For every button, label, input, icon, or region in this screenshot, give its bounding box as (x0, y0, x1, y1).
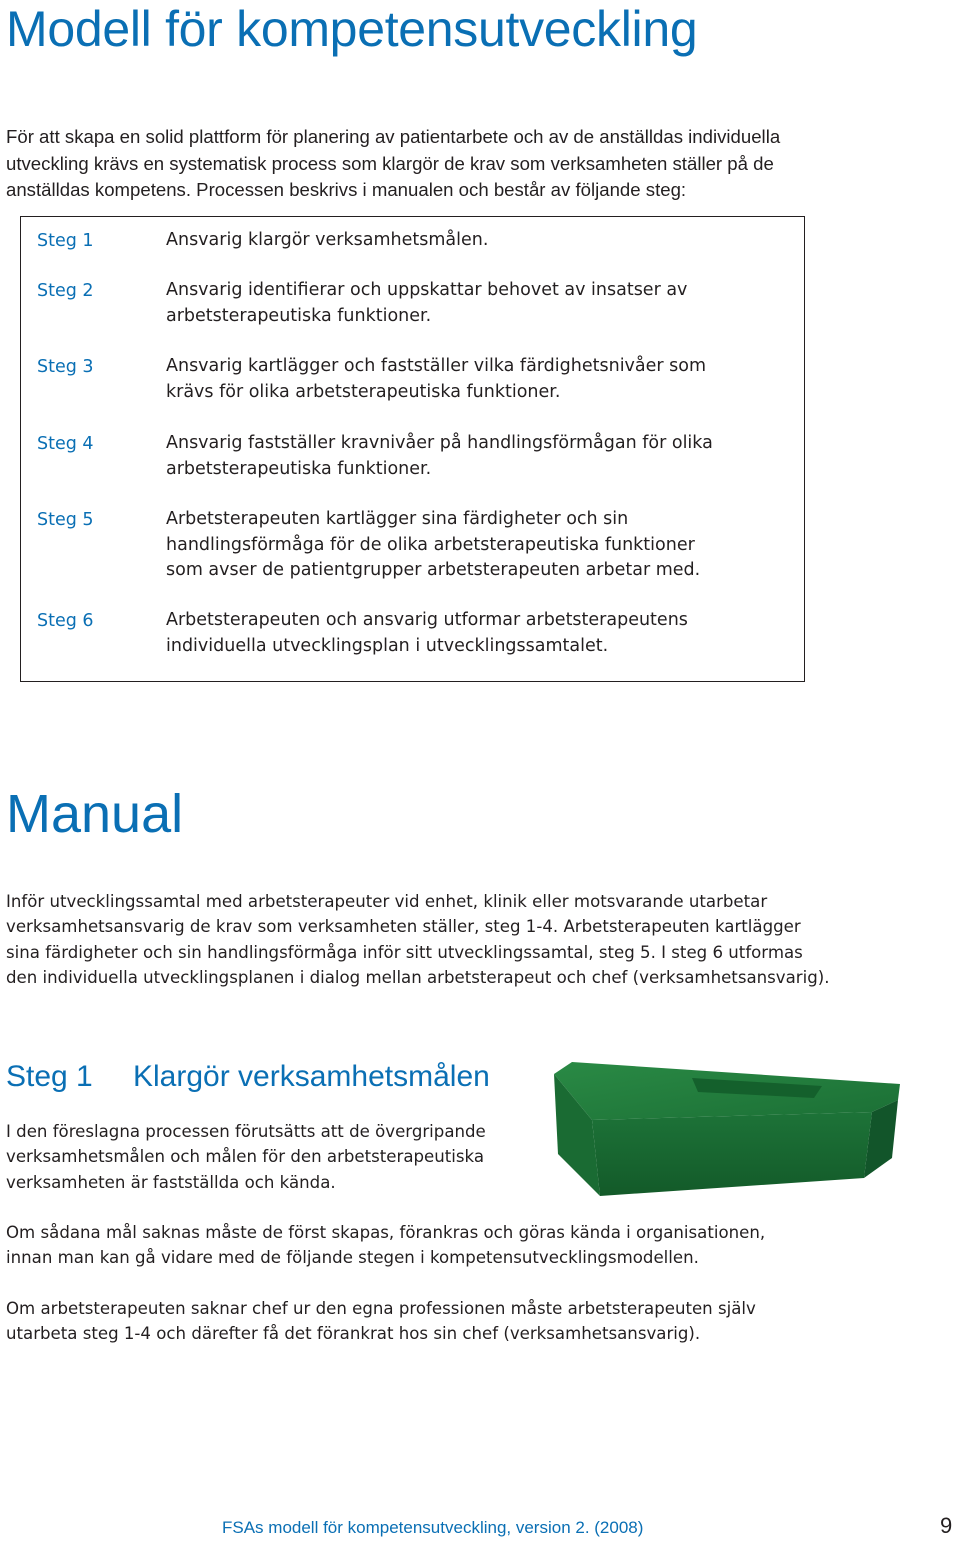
manual-heading: Manual (6, 784, 184, 844)
section-line: Om arbetsterapeuten saknar chef ur den egna professionen måste arbetsterapeuten själv (6, 1299, 756, 1318)
step-text-2 (166, 278, 687, 329)
section-line: verksamheten är fastställda och kända. (6, 1172, 336, 1192)
step-text-line: Ansvarig fastställer kravnivåer på handlingsförmågan för olika (166, 433, 713, 453)
step-text-line: Arbetsterapeuten kartlägger sina färdigheter och sin (166, 509, 629, 529)
step-text-line: Ansvarig klargör verksamhetsmålen. (166, 230, 489, 250)
step-label-5: Steg 5 (37, 510, 94, 530)
section-step-label: Steg 1 (6, 1060, 93, 1093)
section-paragraph-1 (6, 1119, 486, 1195)
step-text-line: Ansvarig identifierar och uppskattar behovet av insatser av (166, 280, 688, 300)
section-heading: Klargör verksamhetsmålen (133, 1060, 490, 1093)
manual-line: den individuella utvecklingsplanen i dialog mellan arbetsterapeut och chef (verksamhetsansvarig). (6, 967, 830, 987)
step-text-line: som avser de patientgrupper arbetsterapeuten arbetar med. (166, 560, 701, 580)
step-text-line: krävs för olika arbetsterapeutiska funktioner. (166, 381, 561, 402)
step-text-5 (166, 507, 700, 584)
step-text-line: Ansvarig kartlägger och fastställer vilka färdighetsnivåer som (166, 356, 707, 376)
page-title: Modell för kompetensutveckling (6, 1, 698, 57)
section-line: Om sådana mål saknas måste de först skapas, förankras och göras kända i organisationen, (6, 1223, 766, 1242)
section-line: verksamhetsmålen och målen för den arbetsterapeutiska (6, 1147, 484, 1167)
step-label-6: Steg 6 (37, 611, 94, 631)
step-text-1 (166, 228, 488, 254)
manual-line: verksamhetsansvarig de krav som verksamheten ställer, steg 1-4. Arbetsterapeuten kartlägger (6, 917, 801, 937)
step-text-3 (166, 354, 706, 405)
page-number: 9 (940, 1513, 953, 1538)
intro-line: utveckling krävs en systematisk process som klargör de krav som verksamheten ställer på de (6, 152, 774, 174)
intro-paragraph (6, 124, 906, 204)
section-paragraph-3 (6, 1296, 756, 1347)
step-text-6 (166, 608, 688, 659)
section-line: I den föreslagna processen förutsätts att de övergripande (6, 1122, 486, 1141)
intro-line: anställdas kompetens. Processen beskrivs i manualen och består av följande steg: (6, 179, 687, 200)
manual-line: sina färdigheter och sin handlingsförmåga inför sitt utvecklingssamtal, steg 5. I steg 6 utformas (6, 942, 803, 962)
section-line: utarbeta steg 1-4 och därefter få det förankrat hos sin chef (verksamhetsansvarig). (6, 1324, 701, 1344)
section-paragraph-2 (6, 1220, 765, 1271)
section-line: innan man kan gå vidare med de följande stegen i kompetensutvecklingsmodellen. (6, 1248, 699, 1268)
step-text-line: handlingsförmåga för de olika arbetsterapeutiska funktioner (166, 534, 695, 555)
step-text-4 (166, 431, 713, 482)
intro-line: För att skapa en solid plattform för planering av patientarbete och av de anställdas individuella (6, 126, 781, 147)
manual-paragraph (6, 889, 830, 990)
step-label-3: Steg 3 (37, 357, 94, 377)
step-label-1: Steg 1 (37, 231, 94, 251)
green-game-block-photo (552, 1058, 902, 1200)
manual-line: Inför utvecklingssamtal med arbetsterapeuter vid enhet, klinik eller motsvarande utarbetar (6, 892, 768, 911)
step-text-line: arbetsterapeutiska funktioner. (166, 458, 432, 479)
step-label-2: Steg 2 (37, 281, 94, 301)
step-text-line: individuella utvecklingsplan i utvecklingssamtalet. (166, 635, 609, 656)
step-text-line: Arbetsterapeuten och ansvarig utformar arbetsterapeutens (166, 610, 688, 630)
footer-text: FSAs modell för kompetensutveckling, version 2. (2008) (222, 1518, 644, 1537)
step-label-4: Steg 4 (37, 434, 94, 454)
step-text-line: arbetsterapeutiska funktioner. (166, 305, 432, 326)
